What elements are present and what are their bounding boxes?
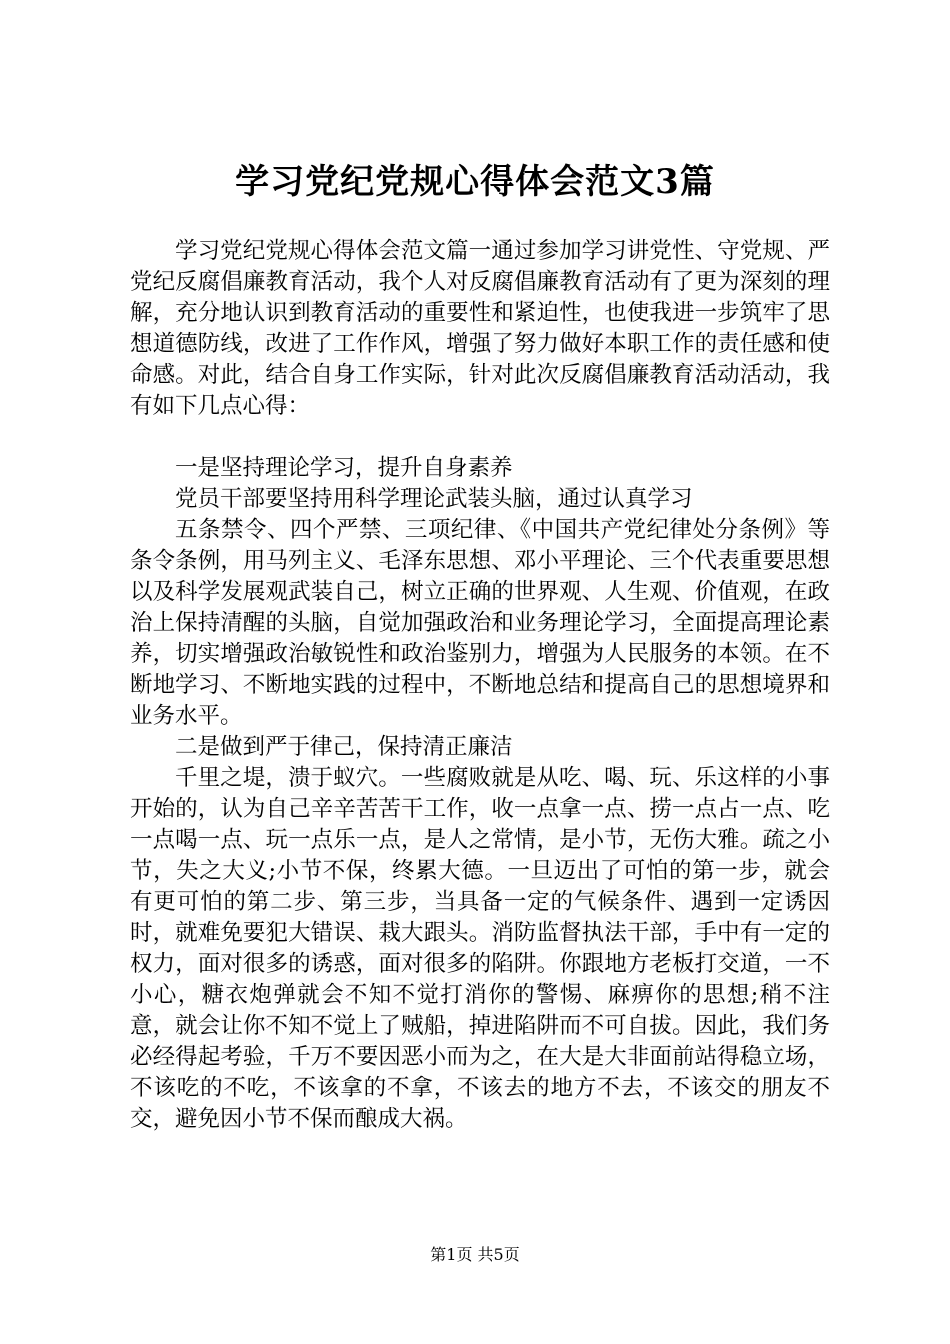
section-heading-1: 一是坚持理论学习，提升自身素养 <box>175 455 513 481</box>
page-footer: 第1页 共5页 <box>430 1245 520 1264</box>
document-body <box>130 236 830 1135</box>
paragraph-theory-body: 五条禁令、四个严禁、三项纪律、《中国共产党纪律处分条例》等条令条例，用马列主义、毛泽东思想、邓小平理论、三个代表重要思想以及科学发展观武装自己，树立正确的世界观、人生观、价值观，在政治上保持清醒的头脑，自觉加强政治和业务理论学习，全面提高理论素养，切实增强政治敏锐性和政治鉴别力，增强为人民服务的本领。在不断地学习、不断地实践的过程中，不断地总结和提高自己的思想境界和业务水平。 <box>130 517 830 729</box>
section-heading-2: 二是做到严于律己，保持清正廉洁 <box>175 734 513 760</box>
paragraph-integrity-body: 千里之堤，溃于蚁穴。一些腐败就是从吃、喝、玩、乐这样的小事开始的，认为自己辛辛苦苦干工作，收一点拿一点、捞一点占一点、吃一点喝一点、玩一点乐一点，是人之常情，是小节，无伤大雅。疏之小节，失之大义;小节不保，终累大德。一旦迈出了可怕的第一步，就会有更可怕的第二步、第三步，当具备一定的气候条件、遇到一定诱因时，就难免要犯大错误、栽大跟头。消防监督执法干部，手中有一定的权力，面对很多的诱惑，面对很多的陷阱。你跟地方老板打交道，一不小心，糖衣炮弹就会不知不觉打消你的警惕、麻痹你的思想;稍不注意，就会让你不知不觉上了贼船，掉进陷阱而不可自拔。因此，我们务必经得起考验，千万不要因恶小而为之，在大是大非面前站得稳立场，不该吃的不吃，不该拿的不拿，不该去的地方不去，不该交的朋友不交，避免因小节不保而酿成大祸。 <box>130 765 830 1132</box>
page-title: 学习党纪党规心得体会范文3篇 <box>235 162 715 202</box>
paragraph-theory-lead: 党员干部要坚持用科学理论武装头脑，通过认真学习 <box>175 486 693 512</box>
paragraph-intro: 学习党纪党规心得体会范文篇一通过参加学习讲党性、守党规、严党纪反腐倡廉教育活动，我个人对反腐倡廉教育活动有了更为深刻的理解，充分地认识到教育活动的重要性和紧迫性，也使我进一步筑牢了思想道德防线，改进了工作作风，增强了努力做好本职工作的责任感和使命感。对此，结合自身工作实际，针对此次反腐倡廉教育活动活动，我有如下几点心得： <box>130 238 830 419</box>
